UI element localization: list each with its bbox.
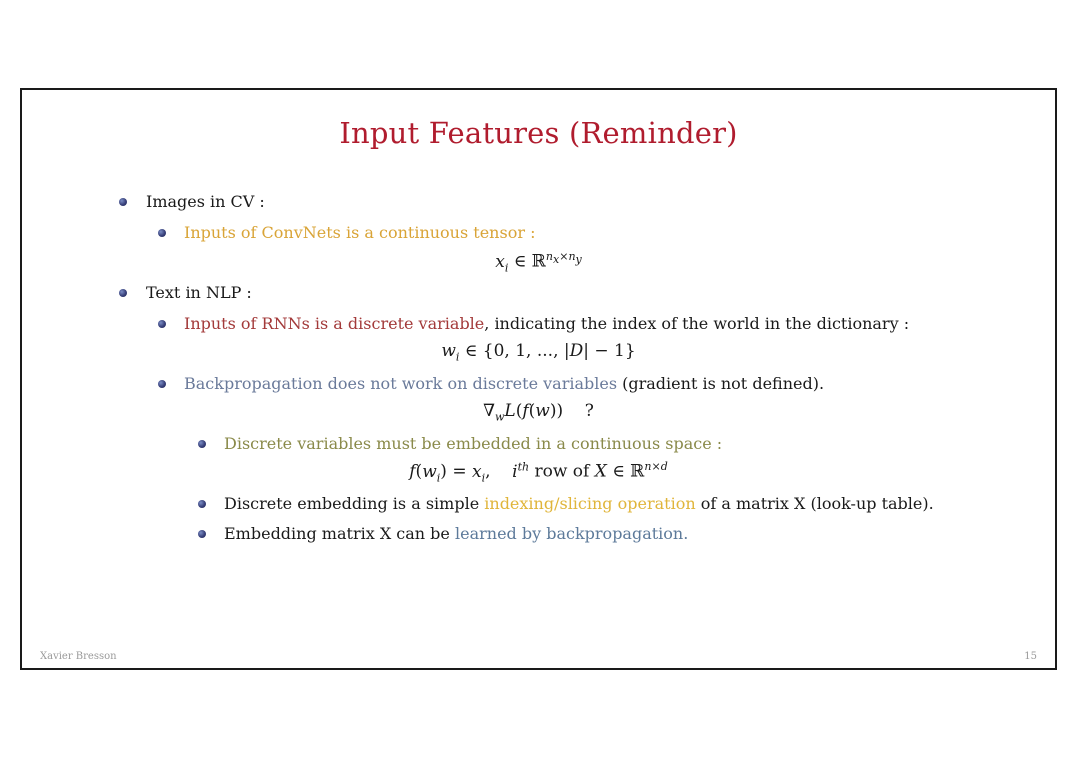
bullet-level3 (198, 440, 206, 448)
footer-page-number: 15 (1024, 651, 1037, 662)
bullet-level1 (119, 289, 127, 297)
nlp-heading: Text in NLP : (146, 283, 252, 302)
lookup-pre: Discrete embedding is a simple (224, 494, 485, 513)
backprop-rest: (gradient is not defined). (617, 374, 825, 393)
nlp-inputs-colored: Inputs of RNNs is a discrete variable (184, 314, 485, 333)
learned-colored: learned by backpropagation. (454, 524, 689, 543)
cv-heading: Images in CV : (146, 192, 265, 211)
learned-pre: Embedding matrix X can be (224, 524, 455, 543)
slide-frame (20, 88, 1057, 670)
backprop-line (184, 374, 824, 393)
gradient-formula: $\nabla_wL(f(w))$ ? (483, 401, 594, 424)
backprop-colored: Backpropagation does not work on discrete variables (184, 374, 618, 393)
bullet-level2 (158, 229, 166, 237)
slide-title: Input Features (Reminder) (339, 116, 738, 150)
cv-formula: $x_i$ ∈ ℝ$^{n_x\times n_y}$ (495, 250, 582, 275)
bullet-level1 (119, 198, 127, 206)
lookup-line (224, 494, 934, 513)
bullet-level3 (198, 530, 206, 538)
nlp-inputs-line (184, 314, 909, 333)
cv-inputs-text: Inputs of ConvNets is a continuous tensor : (184, 223, 536, 242)
bullet-level3 (198, 500, 206, 508)
lookup-post: of a matrix X (look-up table). (695, 494, 934, 513)
embed-text: Discrete variables must be embedded in a continuous space : (224, 434, 723, 453)
bullet-level2 (158, 380, 166, 388)
nlp-formula: $w_i$ ∈ {0, 1, ..., |D| − 1} (441, 341, 636, 364)
embed-formula: $f(w_i) = x_i$, $i^{th}$ row of X ∈ ℝ$^{n\times d}$ (409, 460, 668, 485)
lookup-colored: indexing/slicing operation (484, 494, 696, 513)
nlp-inputs-rest: , indicating the index of the world in the dictionary : (484, 314, 910, 333)
bullet-level2 (158, 320, 166, 328)
footer-author: Xavier Bresson (40, 651, 117, 662)
learned-line (224, 524, 688, 543)
